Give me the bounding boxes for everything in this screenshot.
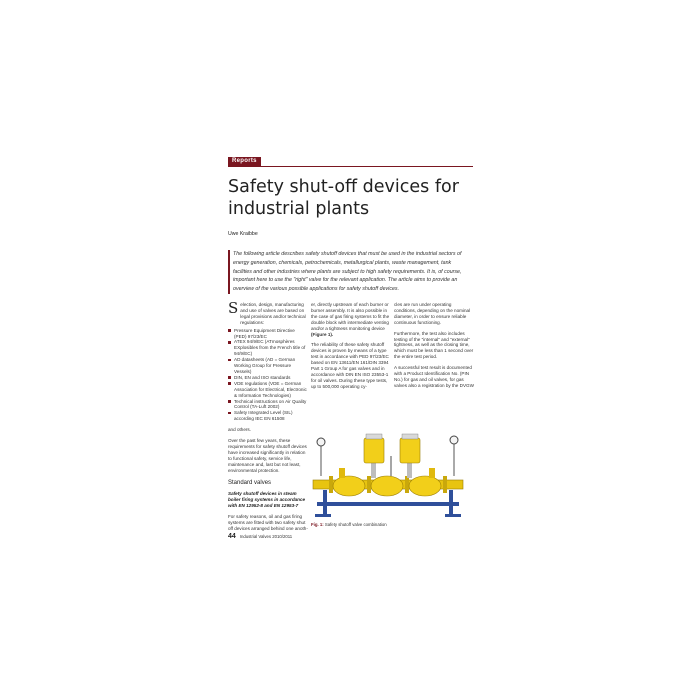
list-item: Safety Integrated Level (SIL) according IEC EN 61508 bbox=[228, 410, 308, 422]
section-header bbox=[228, 157, 473, 167]
text-column-2 bbox=[311, 302, 391, 395]
paragraph-text: er, directly upstream of each burner or burner assembly. It is also possible in the case of gas firing systems to fit the double block with intermediate venting and/or a tightness monitoring device bbox=[311, 302, 390, 331]
paragraph: cles are run under operating conditions, depending on the nominal diameter, in order to ensure reliable continuous functioning. bbox=[394, 302, 471, 325]
paragraph: and others. bbox=[228, 427, 251, 433]
paragraph: Furthermore, the test also includes testing of the "internal" and "external" tightness, as well as the closing time, which must be less than 1 second over the entire test period. bbox=[394, 330, 474, 360]
paragraph: The reliability of these safety shutoff devices is proven by means of a type test in accordance with PED 97/23/EC based on EN 13611/EN 161/DIN 3394 Part 1 Group A for gas valves and in accordance with DIN EN ISO 23553-1 for oil valves. During these type tests, up to 500,000 operating cy- bbox=[311, 342, 389, 389]
list-item: ATEX 94/9/EC (ATmosphères EXplosibles from the French title of 94/9/EC) bbox=[228, 339, 308, 357]
title-line: Safety shut-off devices for bbox=[228, 177, 459, 197]
author-name: Uwe Kraibbe bbox=[228, 231, 258, 237]
page-footer bbox=[228, 533, 292, 540]
section-label: Reports bbox=[228, 157, 261, 166]
list-item: Pressure Equipment Directive (PED) 97/23/EC bbox=[228, 328, 308, 340]
paragraph: A successful test result is documented with a Product Identification No. (PIN No.) for gas and oil valves, for gas valves also a registration by the DVGW bbox=[394, 365, 474, 388]
list-item: Technical instructions on Air Quality Control (TA-Luft 2002) bbox=[228, 399, 308, 411]
article-title bbox=[228, 176, 478, 220]
valve-combination-photo bbox=[309, 432, 467, 520]
paragraph bbox=[311, 302, 391, 337]
list-item: AD datasheets (AD = German Working Group for Pressure Vessels) bbox=[228, 357, 308, 375]
text-column-3 bbox=[394, 302, 474, 394]
publication-name: Industrial Valves 2010/2011 bbox=[239, 534, 293, 539]
figure-caption bbox=[311, 522, 387, 527]
paragraph: For safety reasons, oil and gas firing systems are fitted with two safety shut off devices arranged behind one anoth- bbox=[228, 514, 308, 531]
list-item: DIN, EN and ISO standards bbox=[228, 375, 308, 381]
paragraph: Over the past few years, these requirements for safety shutoff devices have increased significantly in relation to functional safety, service life, maintenance and, last but not least, environmental protection. bbox=[228, 438, 307, 473]
regulations-list bbox=[228, 328, 308, 423]
title-line: industrial plants bbox=[228, 199, 370, 219]
caption-text: Safety shutoff valve combination bbox=[324, 522, 387, 527]
lead-paragraph bbox=[228, 299, 308, 326]
lead-text: election, design, manufacturing and use of valves are based on legal provisions and/or technical regulations: bbox=[240, 302, 306, 325]
caption-label: Fig. 1: bbox=[311, 522, 324, 527]
abstract bbox=[228, 250, 481, 294]
text-column-1 bbox=[228, 299, 308, 537]
drop-cap: S bbox=[228, 299, 239, 317]
abstract-line: facilities and other industries where plants are subject to high safety requirements. It is, of course, bbox=[233, 268, 462, 275]
abstract-line: important here to use the "right" valve for the relevant application. The article aims to provide an bbox=[233, 277, 458, 284]
figure-reference: (Figure 1). bbox=[311, 331, 334, 337]
page-number: 44 bbox=[228, 533, 236, 540]
sub-subheading: Safety shutoff devices in steam boiler firing systems in accordance with EN 12952-8 and EN 12953-7 bbox=[228, 491, 306, 509]
abstract-line: energy generation, chemicals, petrochemicals, metallurgical plants, waste management, tank bbox=[233, 259, 452, 266]
abstract-line: overview of the various possible applications for safety shutoff devices. bbox=[233, 286, 400, 293]
subheading: Standard valves bbox=[228, 480, 272, 487]
list-item: VDE regulations (VDE = German Association for Electrical, Electronic & Information Technologies) bbox=[228, 381, 308, 399]
abstract-line: The following article describes safety shutoff devices that must be used in the industrial sectors of bbox=[233, 251, 462, 257]
